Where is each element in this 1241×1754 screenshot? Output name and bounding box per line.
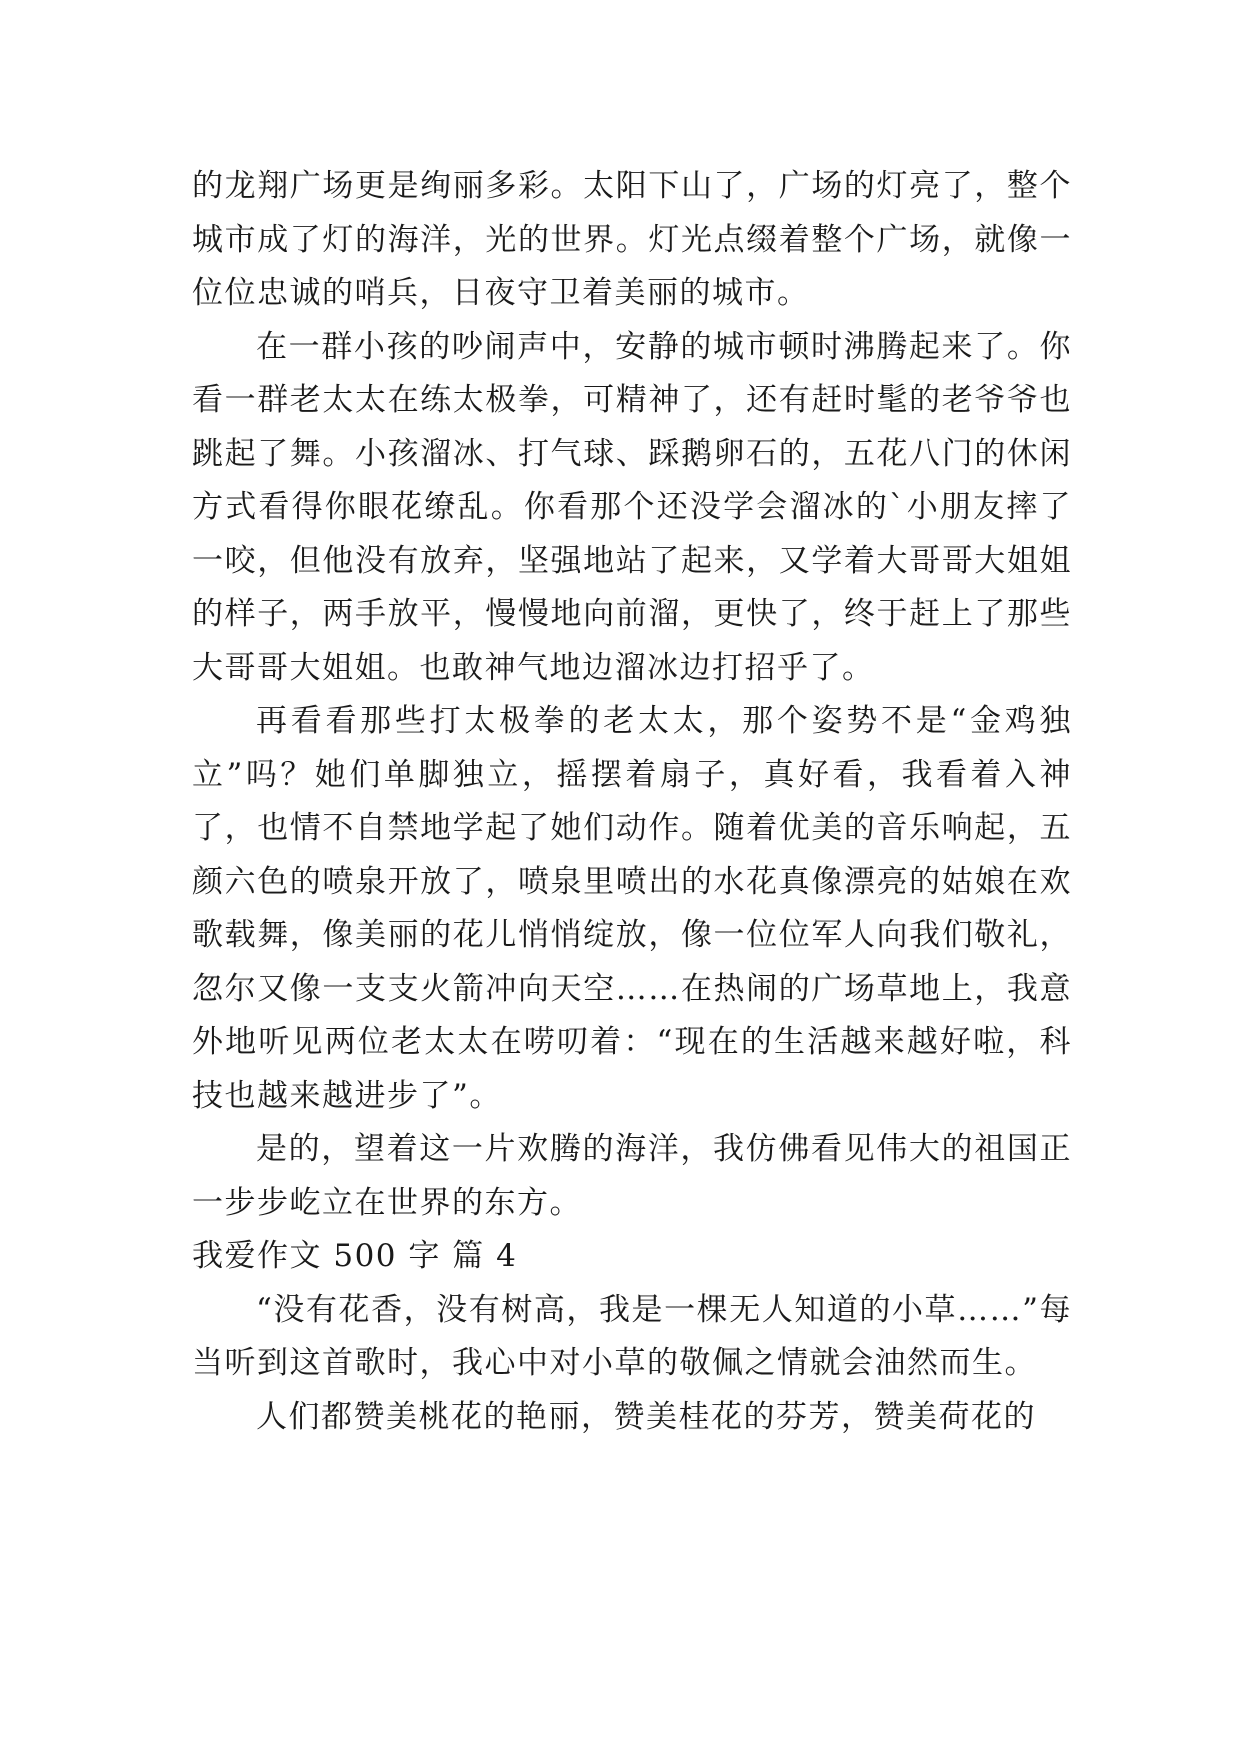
paragraph-5: “没有花香，没有树高，我是一棵无人知道的小草……”每当听到这首歌时，我心中对小草的敬佩之情就会油然而生。 bbox=[192, 1291, 1072, 1381]
paragraph-2: 在一群小孩的吵闹声中，安静的城市顿时沸腾起来了。你看一群老太太在练太极拳，可精神了，还有赶时髦的老爷爷也跳起了舞。小孩溜冰、打气球、踩鹅卵石的，五花八门的休闲方式看得你眼花缭乱。你看那个还没学会溜冰的`小朋友摔了一咬，但他没有放弃，坚强地站了起来，又学着大哥哥大姐姐的样子，两手放平，慢慢地向前溜，更快了，终于赶上了那些大哥哥大姐姐。也敢神气地边溜冰边打招乎了。 bbox=[192, 328, 1072, 686]
paragraph-6: 人们都赞美桃花的艳丽，赞美桂花的芬芳，赞美荷花的 bbox=[256, 1398, 1036, 1435]
section-heading: 我爱作文 500 字 篇 4 bbox=[192, 1238, 518, 1274]
paragraph-1: 的龙翔广场更是绚丽多彩。太阳下山了，广场的灯亮了，整个城市成了灯的海洋，光的世界。灯光点缀着整个广场，就像一位位忠诚的哨兵，日夜守卫着美丽的城市。 bbox=[192, 168, 1072, 311]
paragraph-4: 是的，望着这一片欢腾的海洋，我仿佛看见伟大的祖国正一步步屹立在世界的东方。 bbox=[192, 1131, 1072, 1221]
document-body bbox=[192, 160, 1072, 1444]
paragraph-3: 再看看那些打太极拳的老太太，那个姿势不是“金鸡独立”吗？她们单脚独立，摇摆着扇子，真好看，我看着入神了，也情不自禁地学起了她们动作。随着优美的音乐响起，五颜六色的喷泉开放了，喷泉里喷出的水花真像漂亮的姑娘在欢歌载舞，像美丽的花儿悄悄绽放，像一位位军人向我们敬礼，忽尔又像一支支火箭冲向天空……在热闹的广场草地上，我意外地听见两位老太太在唠叨着：“现在的生活越来越好啦，科技也越来越进步了”。 bbox=[192, 703, 1072, 1114]
